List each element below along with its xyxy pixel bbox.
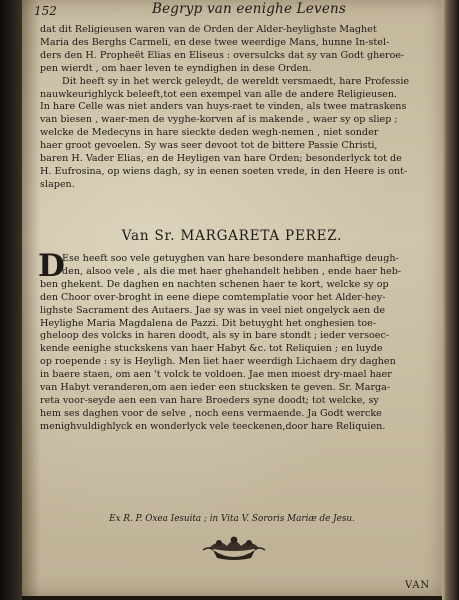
text-line: Heylighe Maria Magdalena de Pazzi. Dit betuyght het onghesien toe- — [40, 317, 377, 329]
drop-cap: D — [38, 248, 65, 284]
source-citation: Ex R. P. Oxea Iesuita ; in Vita V. Sororis Mariæ de Jesu. — [109, 514, 355, 524]
text-line: haer groot gevoelen. Sy was seer devoot tot de bittere Passie Christi, — [40, 140, 378, 152]
text-line: den, alsoo vele , als die met haer ghehandelt hebben , ende haer heb- — [62, 265, 402, 277]
page-number: 152 — [34, 4, 57, 18]
section-title: Van Sr. MARGARETA PEREZ. — [121, 228, 343, 244]
text-line: H. Eufrosina, op wiens dagh, sy in eenen soeten vrede, in den Heere is ont- — [40, 165, 408, 177]
text-line: kende eenighe stuckskens van haer Habyt &c. tot Reliquien ; en luyde — [40, 343, 383, 355]
text-line: reta voor-seyde aen een van hare Broeders syne doodt; tot welcke, sy — [40, 394, 379, 406]
text-line: Dit heeft sy in het werck geleydt, de wereldt versmaedt, hare Professie — [62, 75, 410, 87]
section-body — [38, 248, 432, 434]
text-line: slapen. — [40, 178, 75, 190]
book-page — [22, 0, 442, 596]
text-line: den Choor over-broght in eene diepe comtemplatie voor het Alder-hey- — [40, 291, 386, 303]
text-line: baren H. Vader Elias, en de Heyligen van hare Orden; besonderlyck tot de — [40, 153, 402, 165]
text-line: lighste Sacrament des Autaers. Jae sy was in veel niet ongelyck aen de — [40, 304, 386, 316]
text-line: welcke de Medecyns in hare sieckte deden wegh-nemen , niet sonder — [40, 127, 379, 139]
text-line: van biesen , waer-men de vyghe-korven af is makende , waer sy op sliep ; — [40, 114, 398, 126]
text-line: dat dit Religieusen waren van de Orden der Alder-heylighste Maghet — [40, 24, 377, 35]
flower-basket-ornament — [199, 534, 269, 560]
text-line: pen wierdt , om haer leven te eyndighen in dese Orden. — [40, 62, 312, 74]
text-line: Ese heeft soo vele getuyghen van hare besondere manhaftige deugh- — [62, 253, 399, 264]
text-line: op roepende : sy is Heyligh. Men liet haer weerdigh Lichaem dry daghen — [40, 356, 396, 368]
text-line: menighvuldighlyck en wonderlyck vele teeckenen,door hare Reliquien. — [40, 420, 386, 432]
text-line: ders den H. Propheët Elias en Eliseus : oversulcks dat sy van Godt gheroe- — [40, 49, 405, 61]
running-head — [34, 1, 434, 20]
text-line: ben ghekent. De daghen en nachten schenen haer te kort, welcke sy op — [40, 278, 389, 290]
text-line: gheloop des volcks in haren doodt, als sy in bare stondt ; ieder versoec- — [40, 330, 390, 342]
text-line: hem ses daghen voor de selve , noch eens vermaende. Ja Godt wercke — [40, 407, 382, 419]
page-edge — [442, 0, 459, 600]
text-line: Maria des Berghs Carmeli, en dese twee weerdige Mans, hunne In-stel- — [40, 36, 390, 48]
top-paragraphs — [40, 24, 432, 192]
text-line: van Habyt veranderen,om aen ieder een stucksken te geven. Sr. Marga- — [40, 382, 391, 394]
book-gutter — [0, 0, 22, 600]
running-title: Begryp van eenighe Levens — [152, 1, 347, 17]
text-line: nauwkeurighlyck beleeft,tot een exempel van alle de andere Religieusen. — [40, 88, 398, 100]
catchword: VAN — [405, 580, 430, 591]
text-line: In hare Celle was niet anders van huys-raet te vinden, als twee matraskens — [40, 101, 407, 113]
text-line: in baere staen, om aen 't volck te voldoen. Jae men moest dry-mael haer — [40, 369, 392, 381]
